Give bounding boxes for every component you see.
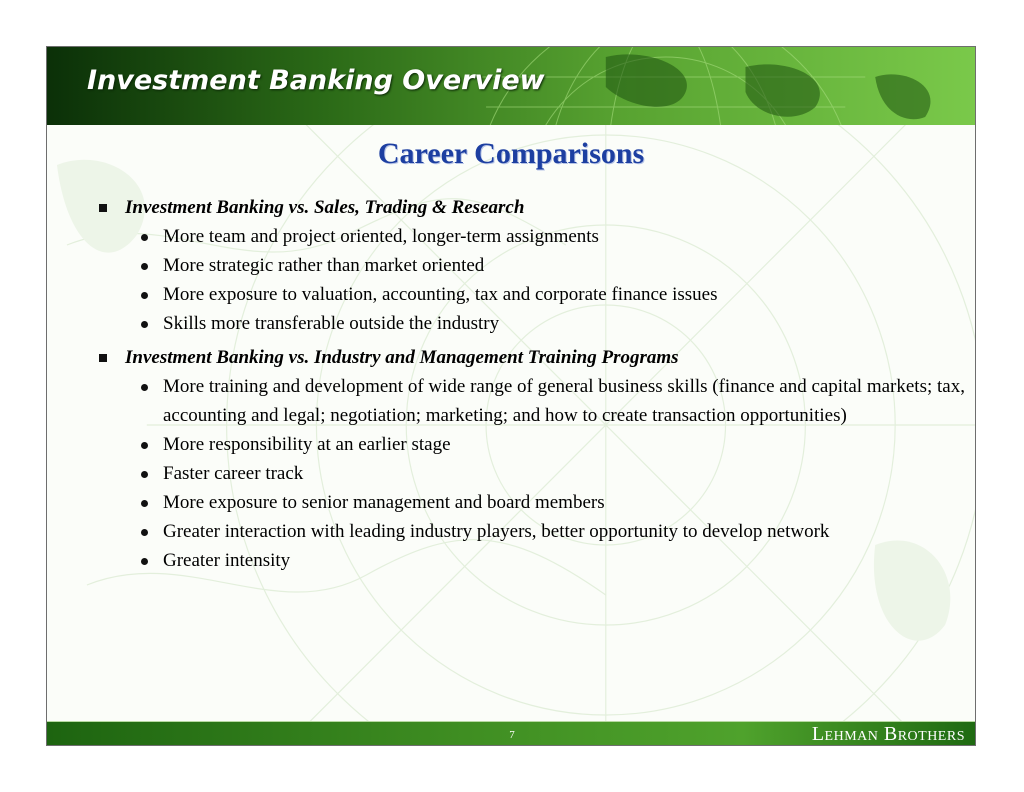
section-sales-trading-research <box>97 193 967 338</box>
section-heading: Investment Banking vs. Industry and Management Training Programs <box>125 347 679 368</box>
list-item-text: More team and project oriented, longer-term assignments <box>163 226 599 247</box>
list-item <box>125 546 967 575</box>
slide-header <box>47 47 975 125</box>
list-item-text: More exposure to senior management and board members <box>163 492 605 513</box>
list-item <box>125 251 967 280</box>
round-bullet-icon <box>141 263 148 270</box>
list-item-text: More training and development of wide range of general business skills (finance and capital markets; tax, accounting and legal; negotiation; marketing; and how to create transaction opportunities) <box>163 376 965 426</box>
round-bullet-icon <box>141 471 148 478</box>
list-item <box>125 372 967 430</box>
round-bullet-icon <box>141 384 148 391</box>
list-item-text: Greater interaction with leading industry players, better opportunity to develop network <box>163 521 830 542</box>
list-item <box>125 222 967 251</box>
list-item-text: Skills more transferable outside the industry <box>163 313 500 334</box>
round-bullet-icon <box>141 558 148 565</box>
bullet-list <box>125 372 967 575</box>
round-bullet-icon <box>141 442 148 449</box>
round-bullet-icon <box>141 529 148 536</box>
section-header-title: Investment Banking Overview <box>87 65 545 96</box>
slide-content <box>97 193 967 580</box>
list-item <box>125 517 967 546</box>
square-bullet-icon <box>99 354 107 362</box>
list-item <box>125 430 967 459</box>
round-bullet-icon <box>141 292 148 299</box>
slide-footer <box>47 721 975 746</box>
round-bullet-icon <box>141 321 148 328</box>
list-item <box>125 280 967 309</box>
round-bullet-icon <box>141 234 148 241</box>
list-item <box>125 459 967 488</box>
square-bullet-icon <box>99 204 107 212</box>
round-bullet-icon <box>141 500 148 507</box>
section-heading: Investment Banking vs. Sales, Trading & Research <box>125 197 525 218</box>
list-item <box>125 309 967 338</box>
brand-logo-text: Lehman Brothers <box>811 723 965 745</box>
page-number: 7 <box>509 729 515 741</box>
slide <box>46 46 976 746</box>
list-item <box>125 488 967 517</box>
list-item-text: More strategic rather than market oriented <box>163 255 485 276</box>
slide-title: Career Comparisons <box>377 137 645 170</box>
section-industry-management-training <box>97 343 967 575</box>
bullet-list <box>125 222 967 338</box>
list-item-text: Faster career track <box>163 463 304 484</box>
list-item-text: Greater intensity <box>163 550 291 571</box>
list-item-text: More exposure to valuation, accounting, tax and corporate finance issues <box>163 284 718 305</box>
list-item-text: More responsibility at an earlier stage <box>163 434 451 455</box>
